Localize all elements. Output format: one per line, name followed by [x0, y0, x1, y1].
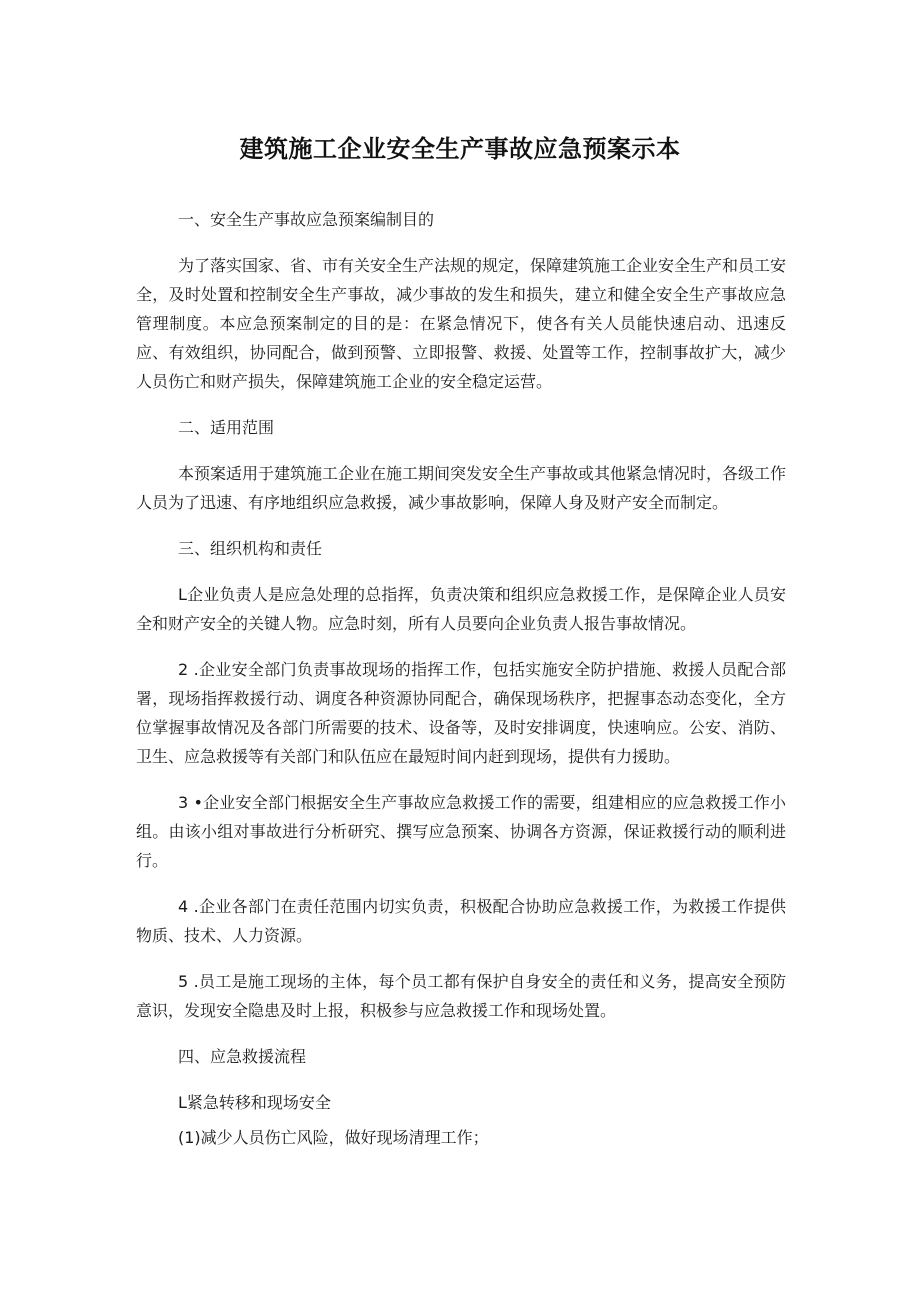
section-4-subitem-1: (1)减少人员伤亡风险，做好现场清理工作；	[178, 1128, 489, 1147]
section-3-item-3	[136, 788, 786, 875]
section-1-paragraph: 为了落实国家、省、市有关安全生产法规的规定，保障建筑施工企业安全生产和员工安全，及时处置和控制安全生产事故，减少事故的发生和损失，建立和健全安全生产事故应急管理制度。本应急预案制定的目的是：在紧急情况下，使各有关人员能快速启动、迅速反应、有效组织，协同配合，做到预警、立即报警、救援、处置等工作，控制事故扩大，减少人员伤亡和财产损失，保障建筑施工企业的安全稳定运营。	[136, 256, 787, 391]
section-3-item-2	[136, 655, 786, 771]
section-4-subheading-1: L紧急转移和现场安全	[178, 1093, 331, 1112]
section-3-item-4	[136, 892, 786, 950]
item-text: .企业各部门在责任范围内切实负责，积极配合协助应急救援工作，为救援工作提供物质、技术、人力资源。	[136, 897, 786, 945]
section-3-item-5	[136, 967, 786, 1025]
item-text: •企业安全部门根据安全生产事故应急救援工作的需要，组建相应的应急救援工作小组。由该小组对事故进行分析研究、撰写应急预案、协调各方资源，保证救援行动的顺利进行。	[136, 793, 786, 870]
section-3-heading: 三、组织机构和责任	[178, 539, 323, 558]
section-2-paragraph: 本预案适用于建筑施工企业在施工期间突发安全生产事故或其他紧急情况时，各级工作人员为了迅速、有序地组织应急救援，减少事故影响，保障人身及财产安全而制定。	[136, 464, 787, 512]
item-number: 4	[178, 897, 189, 916]
item-text: .员工是施工现场的主体，每个员工都有保护自身安全的责任和义务，提高安全预防意识，发现安全隐患及时上报，积极参与应急救援工作和现场处置。	[136, 972, 786, 1020]
item-number: 5	[178, 972, 189, 991]
section-2-heading: 二、适用范围	[178, 418, 275, 437]
item-number: 3	[178, 793, 189, 812]
item-text: L企业负责人是应急处理的总指挥，负责决策和组织应急救援工作，是保障企业人员安全和财产安全的关键人物。应急时刻，所有人员要向企业负责人报告事故情况。	[136, 585, 786, 633]
document-body	[136, 205, 786, 1152]
item-number: 2	[178, 660, 189, 679]
section-3-item-1	[136, 580, 786, 638]
page-title: 建筑施工企业安全生产事故应急预案示本	[239, 135, 681, 163]
section-4-heading: 四、应急救援流程	[178, 1047, 307, 1066]
item-text: .企业安全部门负责事故现场的指挥工作，包括实施安全防护措施、救援人员配合部署，现场指挥救援行动、调度各种资源协同配合，确保现场秩序，把握事态动态变化，全方位掌握事故情况及各部门所需要的技术、设备等，及时安排调度，快速响应。公安、消防、卫生、应急救援等有关部门和队伍应在最短时间内赶到现场，提供有力援助。	[136, 660, 786, 766]
section-1-heading: 一、安全生产事故应急预案编制目的	[178, 210, 435, 229]
